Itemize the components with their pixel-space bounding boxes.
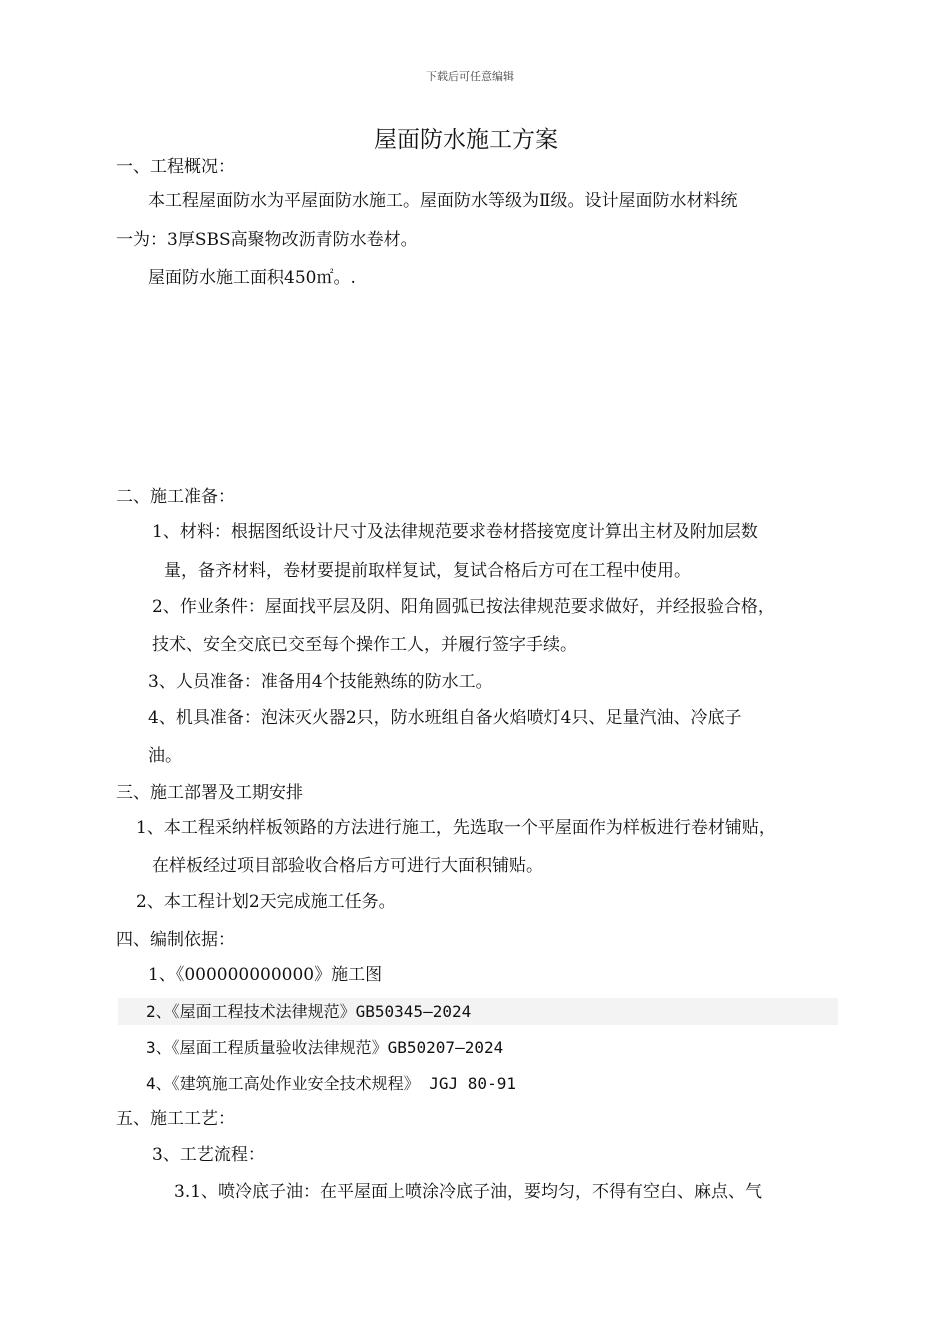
list-item: 1、材料：根据图纸设计尺寸及法律规范要求卷材搭接宽度计算出主材及附加层数 (152, 522, 758, 542)
reference-item: 4、《建筑施工高处作业安全技术规程》 JGJ 80-91 (146, 1074, 516, 1093)
section-4-heading: 四、编制依据： (116, 930, 235, 950)
section-2-heading: 二、施工准备： (116, 487, 235, 507)
reference-item: 2、《屋面工程技术法律规范》GB50345—2024 (146, 1002, 472, 1021)
reference-item: 3、《屋面工程质量验收法律规范》GB50207—2024 (146, 1038, 504, 1057)
reference-item: 1、《000000000000》施工图 (148, 965, 383, 985)
document-title: 屋面防水施工方案 (374, 127, 558, 153)
section-1-heading: 一、工程概况： (116, 157, 235, 177)
list-item-continued: 油。 (148, 746, 182, 766)
list-item: 3、人员准备：准备用4个技能熟练的防水工。 (148, 672, 493, 692)
paragraph-line: 3.1、喷冷底子油：在平屋面上喷涂冷底子油，要均匀，不得有空白、麻点、气 (174, 1182, 763, 1202)
list-item: 4、机具准备：泡沫灭火器2只，防水班组自备火焰喷灯4只、足量汽油、冷底子 (148, 708, 742, 728)
list-item-continued: 技术、安全交底已交至每个操作工人，并履行签字手续。 (152, 635, 577, 655)
sub-heading: 3、工艺流程： (152, 1145, 265, 1165)
page-header: 下载后可任意编辑 (426, 70, 514, 83)
paragraph-line: 屋面防水施工面积450㎡。. (148, 268, 356, 288)
paragraph-line: 一为：3厚SBS高聚物改沥青防水卷材。 (116, 230, 418, 250)
list-item: 2、本工程计划2天完成施工任务。 (136, 892, 396, 912)
list-item: 1、本工程采纳样板领路的方法进行施工，先选取一个平屋面作为样板进行卷材铺贴， (136, 818, 776, 838)
section-5-heading: 五、施工工艺： (116, 1109, 235, 1129)
list-item-continued: 量，备齐材料，卷材要提前取样复试，复试合格后方可在工程中使用。 (164, 561, 691, 581)
paragraph-line: 本工程屋面防水为平屋面防水施工。屋面防水等级为Ⅱ级。设计屋面防水材料统 (148, 191, 738, 211)
section-3-heading: 三、施工部署及工期安排 (116, 783, 303, 803)
list-item: 2、作业条件：屋面找平层及阴、阳角圆弧已按法律规范要求做好，并经报验合格， (152, 597, 775, 617)
list-item-continued: 在样板经过项目部验收合格后方可进行大面积铺贴。 (152, 856, 543, 876)
